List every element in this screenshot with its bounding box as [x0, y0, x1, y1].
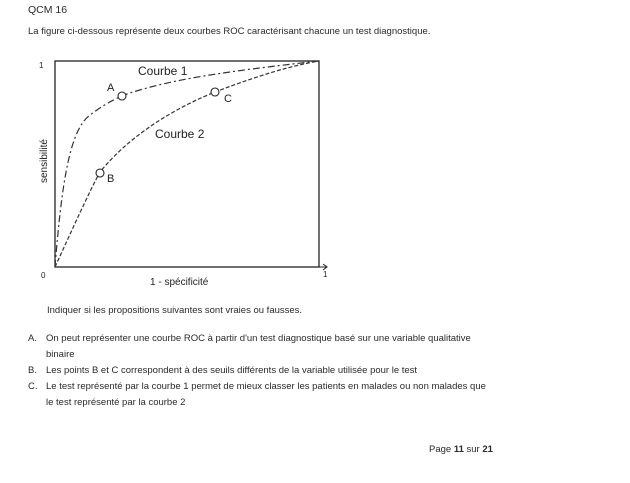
curve-2-label: Courbe 2 [155, 127, 205, 141]
page-current: 11 [453, 444, 464, 455]
point-a-marker [118, 92, 126, 100]
question-c-letter: C. [28, 381, 38, 392]
point-c-marker [211, 88, 219, 96]
instruction-text: Indiquer si les propositions suivantes sont vraies ou fausses. [47, 305, 303, 316]
point-a-label: A [107, 82, 115, 94]
curve-2 [55, 61, 319, 267]
question-b [28, 363, 486, 379]
curve-1 [55, 61, 319, 267]
page-sep: sur [466, 444, 480, 455]
question-a-text: On peut représenter une courbe ROC à partir d'un test diagnostique basé sur une variable qualitative binaire [46, 333, 471, 360]
point-b-marker [96, 169, 104, 177]
y-axis-label: sensibilité [39, 139, 50, 183]
page-label: Page [429, 444, 452, 455]
point-c-label: C [224, 93, 232, 105]
question-c [28, 379, 486, 411]
question-a-letter: A. [28, 333, 37, 344]
page-number [429, 444, 493, 455]
intro-text: La figure ci-dessous représente deux courbes ROC caractérisant chacune un test diagnostique. [28, 26, 431, 37]
point-b-label: B [107, 173, 115, 185]
question-a [28, 331, 486, 363]
origin-label: 0 [41, 271, 46, 280]
page-total: 21 [482, 444, 493, 455]
curve-1-label: Courbe 1 [138, 64, 188, 78]
question-b-letter: B. [28, 365, 37, 376]
x-tick-right: 1 [323, 270, 328, 279]
y-tick-top: 1 [39, 61, 44, 70]
qcm-title: QCM 16 [28, 4, 68, 16]
plot-frame [55, 61, 319, 267]
question-c-text: Le test représenté par la courbe 1 permet de mieux classer les patients en malades ou non malades que le test représenté par la courbe 2 [46, 381, 486, 408]
question-b-text: Les points B et C correspondent à des seuils différents de la variable utilisée pour le test [46, 365, 418, 376]
x-axis-label: 1 - spécificité [150, 277, 209, 288]
